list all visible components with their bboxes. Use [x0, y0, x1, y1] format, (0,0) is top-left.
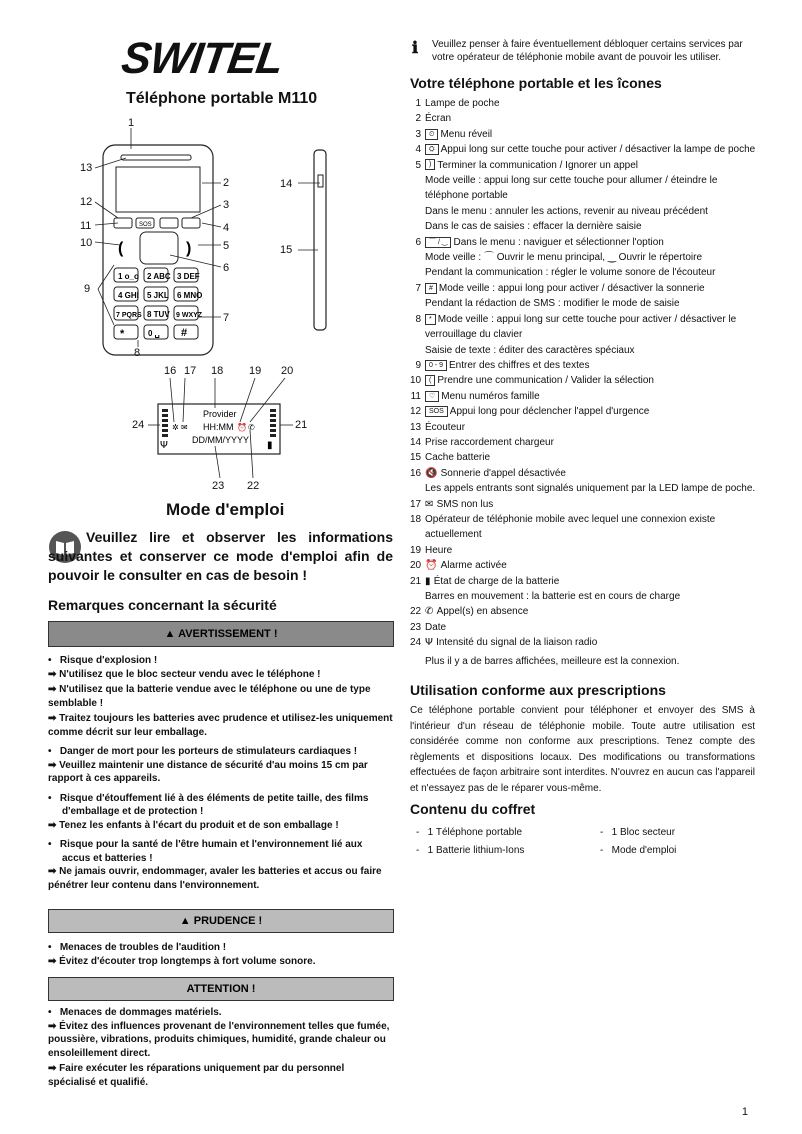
arrow-icon: ➡ [48, 759, 60, 771]
svg-text:): ) [186, 240, 192, 257]
status-icon: Ψ [425, 637, 437, 649]
caution-bar: ▲ PRUDENCE ! [48, 909, 394, 933]
callout-8: 8 [134, 347, 141, 359]
list-item: 2 Écran [415, 113, 452, 125]
attention-bar: ATTENTION ! [48, 977, 394, 1001]
list-item: 14 Prise raccordement chargeur [410, 436, 554, 448]
arrow-icon: ➡ [48, 955, 60, 967]
item-detail: Les appels entrants sont signalés uniquement par la LED lampe de poche. [425, 483, 756, 495]
list-item: 10 ( Prendre une communication / Valider la sélection [410, 375, 654, 387]
item-detail: Saisie de texte : éditer des caractères spéciaux [425, 344, 635, 356]
display-provider: Provider [203, 409, 237, 419]
item-detail: Mode veille : ⌒ Ouvrir le menu principal, ‿ Ouvrir le répertoire [425, 252, 703, 264]
key-4: 4 GHI [118, 291, 139, 300]
earpiece [121, 155, 191, 160]
key-icon: 0 - 9 [425, 360, 447, 371]
callout-7: 7 [223, 312, 230, 324]
key-hash: # [181, 327, 188, 339]
list-item: 21 ▮ État de charge de la batterie Barres en mouvement : la batterie est en cours de charge [410, 574, 758, 605]
arrow-icon: ➡ [48, 668, 60, 680]
sos-key: SOS [139, 222, 152, 228]
instruction-line: ➡ Veuillez maintenir une distance de sécurité d'au moins 15 cm par rapport à ces appareils. [48, 759, 368, 784]
status-icon: 🔇 [425, 467, 441, 479]
hazard-line: • Risque d'étouffement lié à des éléments de petite taille, des films d'emballage et de protection ! [48, 792, 369, 817]
arrow-icon: ➡ [48, 819, 60, 831]
callout-18: 18 [211, 365, 224, 377]
brand-logo: SWITEL [118, 34, 286, 83]
status-icon: ⏰ [425, 560, 441, 572]
icon-list [410, 96, 758, 669]
contents-list-right [600, 824, 676, 860]
arrow-icon: ➡ [48, 866, 60, 877]
list-item: - 1 Batterie lithium-Ions [416, 845, 525, 856]
list-item: 22 ✆ Appel(s) en absence [410, 606, 529, 618]
bullet-icon: • [48, 746, 60, 757]
callout-2: 2 [223, 177, 230, 189]
item-detail: Mode veille : appui long sur cette touche pour allumer / éteindre le téléphone portable [425, 175, 718, 202]
page-number: 1 [741, 1106, 748, 1118]
item-detail: Pendant la communication : régler le volume sonore de l'écouteur [425, 267, 716, 279]
instruction-line: ➡ Tenez les enfants à l'écart du produit et de son emballage ! [48, 819, 339, 831]
key-7: 7 PQRS [116, 312, 142, 319]
instruction-line: ➡ Ne jamais ouvrir, endommager, avaler les batteries et accus ou faire pénétrer leur contenu dans l'environnement. [48, 866, 382, 891]
list-item: 6 ⌒ / ‿ Dans le menu : naviguer et sélectionner l'option Mode veille : ⌒ Ouvrir le menu principal, ‿ Ouvrir le répertoire Pendant la communication : régler le volume sonore de l'écouteur [410, 235, 758, 281]
key-star: * [120, 328, 125, 340]
arrow-icon: ➡ [48, 684, 60, 695]
list-item: 12 SOS Appui long pour déclencher l'appel d'urgence [410, 406, 650, 418]
list-item: 24 Ψ Intensité du signal de la liaison radio Plus il y a de barres affichées, meilleure est la connexion. [410, 635, 758, 669]
arrow-icon: ➡ [48, 1020, 60, 1032]
list-item: 23 Date [410, 621, 447, 633]
bullet-icon: • [48, 1007, 60, 1018]
callout-20: 20 [281, 365, 294, 377]
key-icon: ⏲ [425, 129, 438, 140]
hazard-line: • Menaces de dommages matériels. [48, 1007, 222, 1018]
key-icon: * [425, 314, 436, 325]
list-item: 20 ⏰ Alarme activée [410, 560, 507, 572]
list-item: - 1 Téléphone portable [416, 827, 523, 838]
list-item: - 1 Bloc secteur [600, 827, 676, 838]
manual-title: Mode d'emploi [166, 500, 285, 519]
instruction-line: ➡ Traitez toujours les batteries avec prudence et utilisez-les uniquement comme décrit sur leur emballage. [48, 713, 393, 738]
callout-10: 10 [80, 237, 93, 249]
list-item: 13 Écouteur [410, 421, 466, 433]
key-icon: ⌒ / ‿ [425, 237, 451, 248]
arrow-icon: ➡ [48, 1063, 60, 1074]
bullet-icon: • [48, 792, 60, 804]
display-date: DD/MM/YYYY [192, 435, 250, 445]
callout-22: 22 [247, 480, 260, 492]
display-time: HH:MM [203, 422, 234, 432]
hazard-line: • Risque d'explosion ! [48, 655, 158, 666]
contents-list-left [416, 824, 524, 860]
callout-9: 9 [84, 283, 91, 295]
list-item: 11 ♡ Menu numéros famille [410, 390, 540, 402]
callout-19: 19 [249, 365, 262, 377]
svg-text:⏰: ⏰ [237, 423, 247, 432]
callout-11: 11 [80, 220, 92, 232]
callout-17: 17 [184, 365, 197, 377]
list-item: 7 # Mode veille : appui long pour activer / désactiver la sonnerie Pendant la rédaction de SMS : modifier le mode de saisie [410, 281, 758, 312]
status-icon: ✉ [425, 498, 437, 510]
list-item: 8 * Mode veille : appui long sur cette touche pour activer / désactiver le verrouillage du clavier Saisie de texte : éditer des caractères spéciaux [410, 312, 758, 358]
list-item: 1 Lampe de poche [415, 98, 500, 109]
safety-heading: Remarques concernant la sécurité [48, 597, 277, 613]
callout-23: 23 [212, 480, 225, 492]
list-item: 15 Cache batterie [410, 452, 491, 464]
key-1: 1 o_o [118, 272, 139, 281]
phone-screen [116, 167, 200, 212]
callout-13: 13 [80, 162, 93, 174]
key-6: 6 MNO [177, 291, 203, 300]
info-note: Veuillez penser à faire éventuellement débloquer certains services par votre opérateur de téléphonie mobile avant de pouvoir les utiliser. [432, 39, 743, 63]
callout-12: 12 [80, 196, 93, 208]
key-icon: ♡ [425, 391, 439, 402]
bullet-icon: • [48, 839, 60, 850]
warning-bar: ▲ AVERTISSEMENT ! [48, 621, 394, 647]
status-icon: ✆ [425, 606, 437, 618]
svg-text:✆: ✆ [248, 423, 255, 432]
list-item: 18 Opérateur de téléphonie mobile avec lequel une connexion existe actuellement [410, 513, 716, 541]
key-5: 5 JKL [147, 291, 169, 300]
svg-text:Ψ: Ψ [160, 440, 168, 451]
key-icon: ( [425, 375, 435, 386]
callout-14: 14 [280, 178, 293, 190]
display-diagram [130, 360, 310, 490]
attention-section [48, 1006, 393, 1091]
item-detail: Plus il y a de barres affichées, meilleure est la connexion. [425, 655, 680, 667]
item-detail: Pendant la rédaction de SMS : modifier le mode de saisie [425, 298, 680, 310]
bullet-icon: • [48, 942, 60, 953]
status-icon: ▮ [425, 575, 434, 587]
callout-15: 15 [280, 244, 293, 256]
key-3: 3 DEF [177, 272, 200, 281]
info-icon: ℹ [412, 40, 419, 57]
hazard-line: • Danger de mort pour les porteurs de stimulateurs cardiaques ! [48, 746, 358, 757]
caution-section [48, 941, 393, 970]
instruction-line: ➡ Faire exécuter les réparations uniquement par du personnel spécialisé et qualifié. [48, 1063, 345, 1088]
callout-21: 21 [295, 419, 308, 431]
page-title: Téléphone portable M110 [126, 90, 318, 107]
key-icon: # [425, 283, 437, 294]
warning-section [48, 654, 393, 894]
key-icon: SOS [425, 406, 448, 417]
instruction-line: ➡ Évitez des influences provenant de l'environnement telles que fumée, poussière, vibrations, produits chimiques, humidité, grande chaleur ou ensoleillement direct. [48, 1020, 390, 1059]
list-item: 3 ⏲ Menu réveil [415, 128, 493, 140]
callout-1: 1 [128, 117, 135, 129]
key-8: 8 TUV [147, 310, 170, 319]
list-item: 4 ⛭ Appui long sur cette touche pour activer / désactiver la lampe de poche [415, 144, 756, 156]
bullet-icon: • [48, 655, 60, 666]
callout-6: 6 [223, 262, 230, 274]
callout-24: 24 [132, 419, 145, 431]
instruction-line: ➡ N'utilisez que le bloc secteur vendu avec le téléphone ! [48, 668, 321, 680]
svg-text:▮: ▮ [267, 440, 273, 451]
callout-4: 4 [223, 222, 230, 234]
callout-3: 3 [223, 199, 230, 211]
instruction-line: ➡ Évitez d'écouter trop longtemps à fort volume sonore. [48, 955, 316, 967]
list-item: 9 0 - 9 Entrer des chiffres et des textes [415, 359, 590, 371]
intro-text: Veuillez lire et observer les informations suivantes et conserver ce mode d'emploi afin de pouvoir le consulter en cas de besoin ! [48, 529, 393, 583]
icons-heading: Votre téléphone portable et les îcones [410, 75, 662, 91]
usage-heading: Utilisation conforme aux prescriptions [410, 682, 666, 698]
item-detail: Dans le cas de saisies : effacer la dernière saisie [425, 221, 642, 233]
svg-text:(: ( [118, 240, 124, 257]
key-icon: ⛭ [425, 144, 439, 155]
phone-side-diagram [278, 145, 338, 335]
callout-5: 5 [223, 240, 230, 252]
svg-text:✉: ✉ [181, 423, 188, 432]
svg-text:✲: ✲ [172, 423, 179, 432]
contents-heading: Contenu du coffret [410, 801, 536, 817]
list-item: - Mode d'emploi [600, 845, 677, 856]
key-icon: ) [425, 159, 435, 170]
callout-16: 16 [164, 365, 177, 377]
item-detail: Barres en mouvement : la batterie est en cours de charge [425, 591, 681, 602]
usage-text: Ce téléphone portable convient pour téléphoner et envoyer des SMS à l'intérieur d'un réseau de téléphonie mobile. Toute autre utilisation est considérée comme non conforme aux prescriptions. Tenez compte des règlements et dispositions locaux. Des modifications ou transformations effectuées de façon arbitraire sont interdites. N'ouvrez en aucun cas l'appareil et n'essayez pas de le réparer vous-même. [410, 705, 755, 794]
hazard-line: • Risque pour la santé de l'être humain et l'environnement lié aux accus et batteries ! [48, 839, 363, 864]
list-item: 17 ✉ SMS non lus [410, 498, 494, 510]
item-detail: Dans le menu : annuler les actions, revenir au niveau précédent [425, 205, 708, 217]
arrow-icon: ➡ [48, 713, 60, 724]
key-2: 2 ABC [147, 272, 171, 281]
key-0: 0 ␣ [148, 329, 160, 338]
list-item: 16 🔇 Sonnerie d'appel désactivée Les appels entrants sont signalés uniquement par la LED lampe de poche. [410, 466, 758, 497]
list-item: 19 Heure [410, 544, 453, 556]
key-9: 9 WXYZ [176, 312, 203, 319]
hazard-line: • Menaces de troubles de l'audition ! [48, 942, 227, 953]
instruction-line: ➡ N'utilisez que la batterie vendue avec le téléphone ou une de type semblable ! [48, 684, 371, 709]
list-item: 5 ) Terminer la communication / Ignorer un appel Mode veille : appui long sur cette touche pour allumer / éteindre le téléphone portable Dans le menu : annuler les actions, revenir au niveau précédent Dans le cas de saisies : effacer la dernière saisie [410, 158, 758, 235]
